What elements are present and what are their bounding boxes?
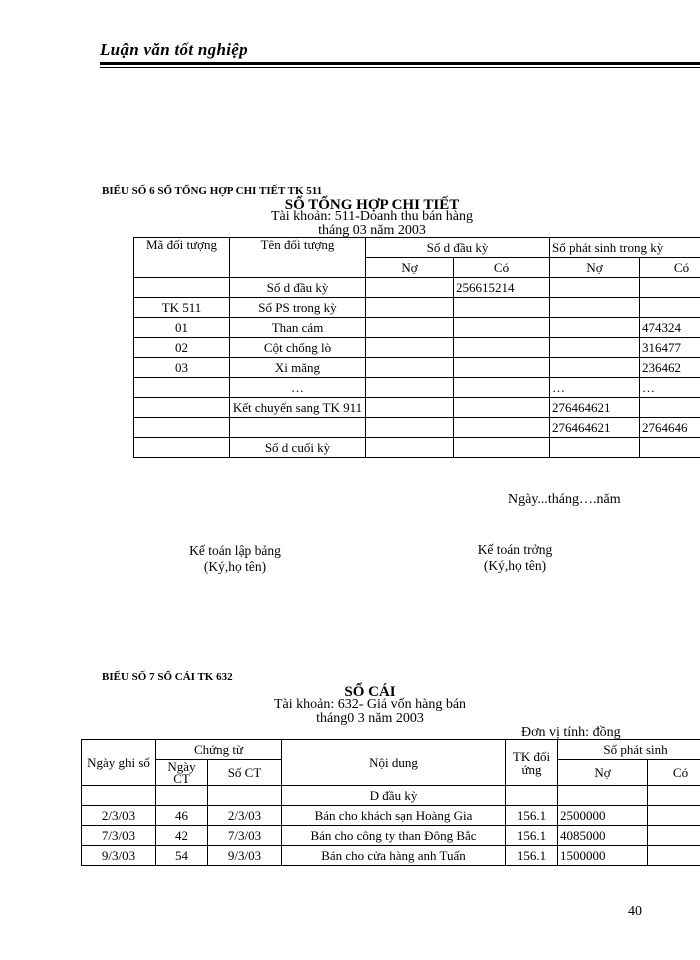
form7-cell-counter-acc: 156.1 [506, 806, 558, 826]
page-number: 40 [628, 904, 642, 919]
form7-cell-credit [648, 786, 700, 806]
table-row [134, 338, 700, 358]
form6-cell-open-debit [366, 418, 454, 438]
form6-cell-name: … [230, 378, 366, 398]
form7-cell-voucher-no: 7/3/03 [208, 826, 282, 846]
table-row [134, 318, 700, 338]
table-row [82, 846, 700, 866]
form6-cell-mv-credit: 2764646 [640, 418, 700, 438]
form6-cell-open-debit [366, 378, 454, 398]
form6-cell-code: 02 [134, 338, 230, 358]
form6-col-open-credit: Có [454, 258, 550, 278]
form6-cell-code: 03 [134, 358, 230, 378]
form7-cell-content: Bán cho khách sạn Hoàng Gia [282, 806, 506, 826]
form7-col-voucher-no: Số CT [208, 760, 282, 786]
form6-table [133, 237, 700, 458]
form6-cell-mv-debit [550, 358, 640, 378]
form6-col-movement: Số phát sinh trong kỳ [550, 238, 700, 258]
form6-cell-open-debit [366, 298, 454, 318]
table-row [134, 438, 700, 458]
form7-cell-credit [648, 826, 700, 846]
form6-cell-code [134, 398, 230, 418]
signature-left-role: Kế toán lập bảng [189, 543, 281, 558]
form7-table-body [82, 786, 700, 866]
form7-account: Tài khoản: 632- Giá vốn hàng bán [273, 697, 467, 712]
form7-cell-voucher-no [208, 786, 282, 806]
table-row [134, 398, 700, 418]
form6-table-body [134, 278, 700, 458]
form7-col-content: Nội dung [282, 740, 506, 786]
header-rule [100, 62, 700, 65]
form6-cell-open-credit [454, 398, 550, 418]
form6-cell-open-credit [454, 418, 550, 438]
form6-cell-mv-credit [640, 298, 700, 318]
form6-date-line: Ngày...tháng….năm [508, 492, 621, 507]
form6-cell-name: Xi măng [230, 358, 366, 378]
form6-signature-left [160, 543, 310, 575]
form6-cell-mv-debit: 276464621 [550, 398, 640, 418]
form7-col-record-date: Ngày ghi sổ [82, 740, 156, 786]
form6-cell-open-credit [454, 358, 550, 378]
form7-period: tháng0 3 năm 2003 [316, 711, 424, 726]
form6-signature-right [440, 542, 590, 574]
form7-header-row-1 [82, 740, 700, 760]
form7-col-voucher: Chứng từ [156, 740, 282, 760]
form7-cell-debit: 4085000 [558, 826, 648, 846]
form6-account: Tài khoản: 511-Doanh thu bán hàng [270, 209, 474, 224]
form6-cell-name: Cột chống lò [230, 338, 366, 358]
form7-col-debit: Nợ [558, 760, 648, 786]
header-rule-thin [100, 67, 700, 68]
form6-cell-open-credit [454, 438, 550, 458]
form7-cell-record-date [82, 786, 156, 806]
table-row [134, 298, 700, 318]
form6-cell-open-debit [366, 398, 454, 418]
form6-cell-name: Số PS trong kỳ [230, 298, 366, 318]
form7-caption: BIỂU SỐ 7 SỔ CÁI TK 632 [102, 671, 233, 683]
form6-cell-mv-credit: 316477 [640, 338, 700, 358]
form6-cell-mv-debit: 276464621 [550, 418, 640, 438]
form7-table [81, 739, 700, 866]
form6-cell-open-credit [454, 298, 550, 318]
form7-col-counter-acc: TK đối ứng [506, 740, 558, 786]
form7-cell-content: Bán cho cửa hàng anh Tuấn [282, 846, 506, 866]
form6-col-mv-debit: Nợ [550, 258, 640, 278]
form6-col-opening: Số d đầu kỳ [366, 238, 550, 258]
table-row [82, 786, 700, 806]
form7-unit: Đơn vị tính: đồng [521, 725, 621, 740]
form6-cell-mv-credit [640, 278, 700, 298]
form6-cell-mv-debit: … [550, 378, 640, 398]
form6-cell-open-debit [366, 438, 454, 458]
form6-cell-code: 01 [134, 318, 230, 338]
form7-title: SỔ CÁI [344, 684, 396, 700]
form6-cell-open-debit [366, 338, 454, 358]
form7-col-voucher-date: Ngày CT [156, 760, 208, 786]
form7-cell-debit [558, 786, 648, 806]
form6-cell-code [134, 438, 230, 458]
table-row [134, 418, 700, 438]
form7-cell-voucher-date: 54 [156, 846, 208, 866]
form6-cell-open-debit [366, 318, 454, 338]
form6-title: SỔ TỔNG HỢP CHI TIẾT [284, 197, 460, 213]
document-header-title: Luận văn tốt nghiệp [100, 40, 248, 59]
form6-cell-mv-credit [640, 398, 700, 418]
table-row [134, 278, 700, 298]
form6-col-name: Tên đối tượng [230, 238, 366, 278]
form7-cell-voucher-no: 9/3/03 [208, 846, 282, 866]
form7-cell-credit [648, 846, 700, 866]
form6-cell-open-credit: 256615214 [454, 278, 550, 298]
form6-period: tháng 03 năm 2003 [318, 223, 426, 238]
form6-cell-open-debit [366, 278, 454, 298]
form6-cell-code [134, 278, 230, 298]
form6-caption: BIỂU SỐ 6 SỔ TỔNG HỢP CHI TIẾT TK 511 [102, 185, 323, 197]
form6-cell-mv-debit [550, 278, 640, 298]
form6-cell-mv-debit [550, 438, 640, 458]
table-row [134, 358, 700, 378]
table-row [134, 378, 700, 398]
form7-cell-voucher-date [156, 786, 208, 806]
form6-cell-mv-debit [550, 298, 640, 318]
form6-cell-mv-debit [550, 318, 640, 338]
form7-cell-counter-acc [506, 786, 558, 806]
form7-col-amounts: Số phát sinh [558, 740, 700, 760]
form7-cell-voucher-date: 46 [156, 806, 208, 826]
form6-cell-open-credit [454, 318, 550, 338]
form6-cell-mv-credit: … [640, 378, 700, 398]
form6-cell-name: Số d đầu kỳ [230, 278, 366, 298]
form6-cell-name: Kết chuyển sang TK 911 [230, 398, 366, 418]
table-row [82, 806, 700, 826]
form6-cell-name: Than cám [230, 318, 366, 338]
signature-right-note: (Ký,họ tên) [483, 558, 547, 573]
form6-col-mv-credit: Có [640, 258, 700, 278]
form6-cell-code [134, 418, 230, 438]
form6-col-open-debit: Nợ [366, 258, 454, 278]
form6-cell-mv-credit [640, 438, 700, 458]
form6-header-row-1 [134, 238, 700, 258]
form7-cell-debit: 2500000 [558, 806, 648, 826]
form6-cell-name: Số d cuối kỳ [230, 438, 366, 458]
form6-cell-mv-credit: 474324 [640, 318, 700, 338]
form7-cell-counter-acc: 156.1 [506, 846, 558, 866]
form6-cell-open-debit [366, 358, 454, 378]
form7-cell-content: Bán cho công ty than Đông Bắc [282, 826, 506, 846]
form7-cell-content: D đầu kỳ [282, 786, 506, 806]
form7-cell-record-date: 7/3/03 [82, 826, 156, 846]
form6-cell-mv-debit [550, 338, 640, 358]
form6-cell-code: TK 511 [134, 298, 230, 318]
form6-cell-open-credit [454, 338, 550, 358]
signature-left-note: (Ký,họ tên) [203, 559, 267, 574]
form7-cell-record-date: 2/3/03 [82, 806, 156, 826]
form6-cell-open-credit [454, 378, 550, 398]
form7-cell-record-date: 9/3/03 [82, 846, 156, 866]
form6-cell-code [134, 378, 230, 398]
form7-cell-debit: 1500000 [558, 846, 648, 866]
signature-right-role: Kế toán trởng [477, 542, 553, 557]
table-row [82, 826, 700, 846]
form7-col-credit: Có [648, 760, 700, 786]
form7-cell-voucher-no: 2/3/03 [208, 806, 282, 826]
form6-cell-mv-credit: 236462 [640, 358, 700, 378]
form7-cell-credit [648, 806, 700, 826]
form7-cell-voucher-date: 42 [156, 826, 208, 846]
form6-cell-name [230, 418, 366, 438]
form7-cell-counter-acc: 156.1 [506, 826, 558, 846]
form6-col-code: Mã đối tượng [134, 238, 230, 278]
